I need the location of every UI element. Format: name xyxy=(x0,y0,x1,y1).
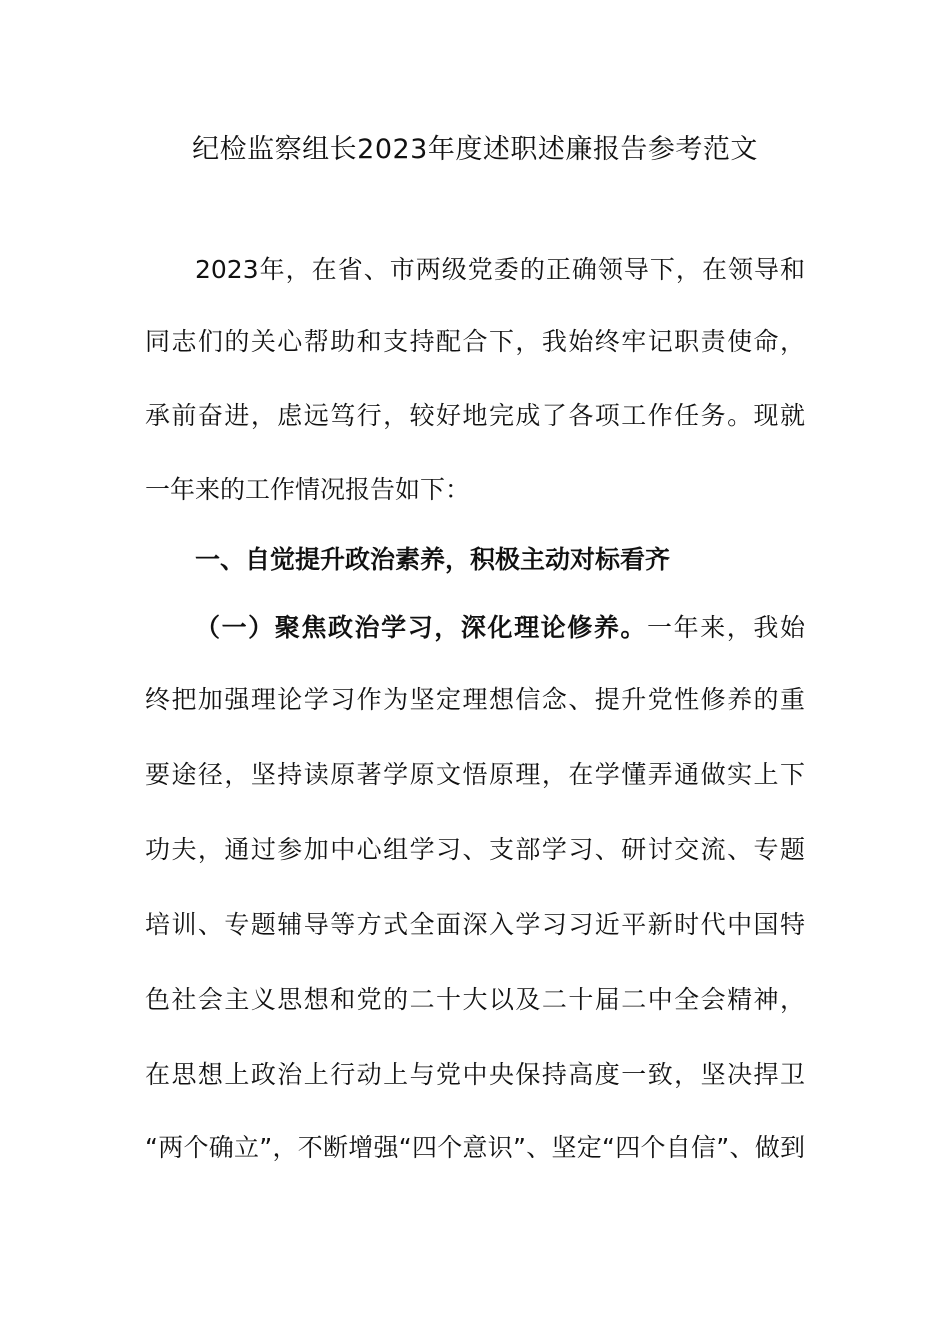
intro-line-1: 2023年，在省、市两级党委的正确领导下，在领导和 xyxy=(195,255,805,284)
intro-line-3: 承前奋进，虑远笃行，较好地完成了各项工作任务。现就 xyxy=(145,401,805,430)
subsection-line-8: “两个确立”，不断增强“四个意识”、坚定“四个自信”、做到 xyxy=(145,1133,805,1162)
subsection-heading-1: （一）聚焦政治学习，深化理论修养。 xyxy=(195,613,648,642)
subsection-line-2: 终把加强理论学习作为坚定理想信念、提升党性修养的重 xyxy=(145,685,805,714)
document-title: 纪检监察组长2023年度述职述廉报告参考范文 xyxy=(192,134,758,165)
intro-line-2: 同志们的关心帮助和支持配合下，我始终牢记职责使命， xyxy=(145,327,805,356)
subsection-line-3: 要途径，坚持读原著学原文悟原理，在学懂弄通做实上下 xyxy=(145,760,805,789)
subsection-line-1 xyxy=(195,608,805,648)
intro-line-4: 一年来的工作情况报告如下： xyxy=(145,475,471,504)
subsection-line-7: 在思想上政治上行动上与党中央保持高度一致，坚决捍卫 xyxy=(145,1060,805,1089)
subsection-line-4: 功夫，通过参加中心组学习、支部学习、研讨交流、专题 xyxy=(145,835,805,864)
section-heading-1: 一、自觉提升政治素养，积极主动对标看齐 xyxy=(195,545,671,574)
subsection-line-1-rest: 一年来，我始 xyxy=(647,613,805,642)
subsection-line-6: 色社会主义思想和党的二十大以及二十届二中全会精神， xyxy=(145,985,805,1014)
subsection-line-5: 培训、专题辅导等方式全面深入学习习近平新时代中国特 xyxy=(145,910,805,939)
